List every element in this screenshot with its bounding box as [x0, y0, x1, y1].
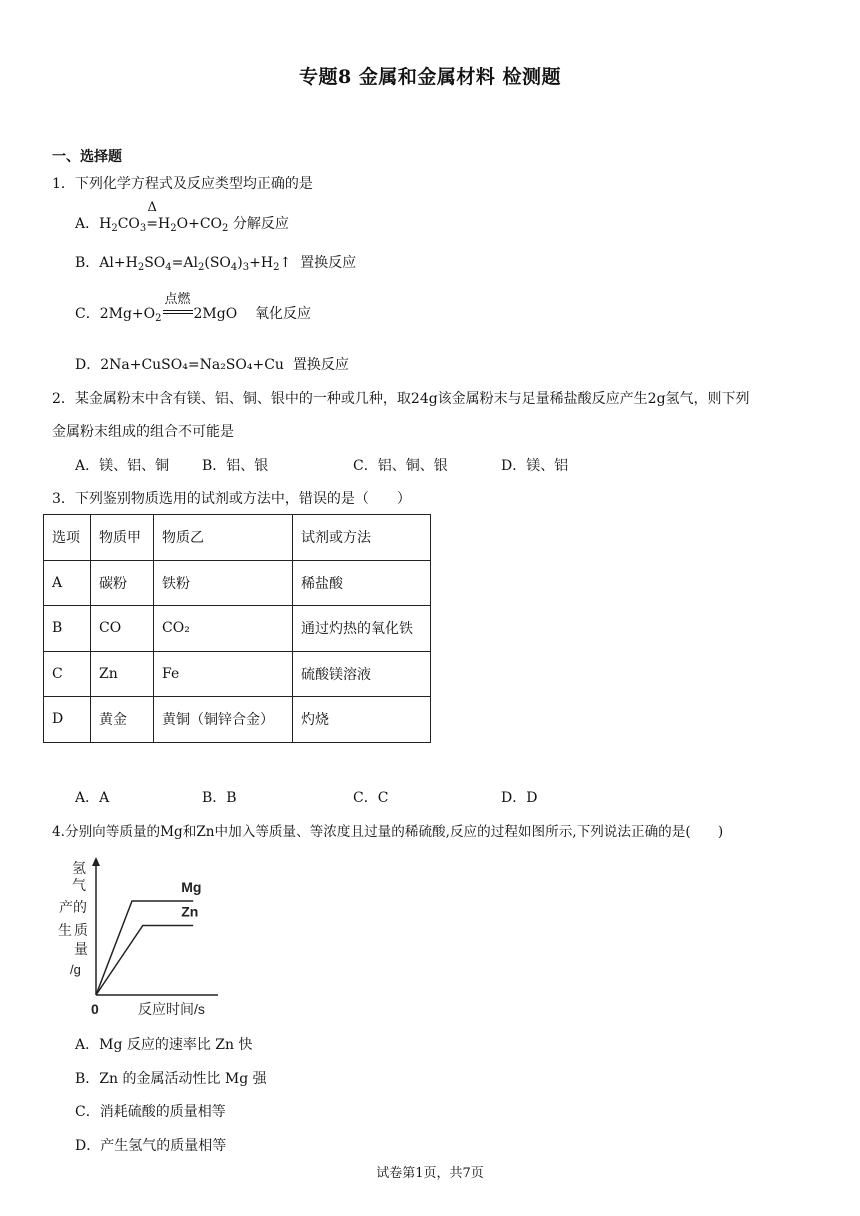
table-cell: B	[44, 606, 91, 652]
ylabel-part: /g	[70, 962, 81, 977]
series-line-mg	[96, 901, 193, 995]
table-cell: 黄金	[91, 697, 154, 743]
ylabel-part: 量	[74, 941, 88, 957]
q1-d-type: 置换反应	[292, 357, 349, 373]
table-cell: 灼烧	[293, 697, 431, 743]
table-row	[44, 697, 431, 743]
q4-stem: 4.分别向等质量的Mg和Zn中加入等质量、等浓度且过量的稀硫酸,反应的过程如图所示,下列说法正确的是( )	[52, 824, 724, 840]
q2-stem-line2: 金属粉末组成的组合不可能是	[52, 424, 234, 440]
table-cell: CO	[91, 606, 154, 652]
q4-chart	[58, 855, 228, 1020]
table-header-cell: 物质乙	[154, 515, 293, 561]
q3-option-a[interactable]: A．A	[75, 790, 110, 806]
table-cell: 铁粉	[154, 560, 293, 606]
series-label-zn: Zn	[181, 903, 199, 920]
table-cell: 碳粉	[91, 560, 154, 606]
table-row	[44, 651, 431, 697]
table-header-cell: 选项	[44, 515, 91, 561]
table-cell: Zn	[91, 651, 154, 697]
q3-table	[43, 514, 431, 743]
series-layer	[96, 879, 201, 995]
y-axis-arrow	[92, 857, 100, 866]
table-cell: 稀盐酸	[293, 560, 431, 606]
table-cell: C	[44, 651, 91, 697]
chart-ylabel	[58, 860, 88, 977]
section-heading: 一、选择题	[52, 149, 122, 165]
ylabel-part: 氢	[72, 860, 86, 876]
series-line-zn	[96, 925, 193, 995]
q3-option-d[interactable]: D．D	[501, 790, 538, 806]
series-label-mg: Mg	[181, 879, 202, 895]
q1-d-equation: D．2Na+CuSO₄=Na₂SO₄+Cu	[75, 357, 284, 373]
q1-option-a[interactable]: A．$H_2CO_3$ Δ $=H_2O+CO_2$ 分解反应	[75, 200, 289, 234]
table-header-cell: 物质甲	[91, 515, 154, 561]
ylabel-part: 质	[74, 922, 88, 938]
q2-option-a[interactable]: A．镁、铝、铜	[75, 458, 170, 474]
table-header-cell: 试剂或方法	[293, 515, 431, 561]
q1-c-condition: 点燃	[164, 292, 191, 307]
q4-option-a[interactable]: A．Mg 反应的速率比 Zn 快	[75, 1037, 253, 1053]
ylabel-part: 生	[58, 922, 72, 938]
q1-a-prefix: A．H	[75, 216, 112, 232]
q2-option-c[interactable]: C．铝、铜、银	[353, 458, 448, 474]
table-cell: CO₂	[154, 606, 293, 652]
table-row	[44, 606, 431, 652]
x-axis-label: 反应时间/s	[138, 1001, 205, 1017]
table-cell: 硫酸镁溶液	[293, 651, 431, 697]
q2-option-b[interactable]: B．铝、银	[202, 458, 269, 474]
q1-a-condition: Δ	[147, 200, 157, 215]
q1-a-type: 分解反应	[232, 216, 289, 232]
ylabel-part: 气	[72, 877, 86, 893]
q2-stem-line1: 2．某金属粉末中含有镁、铝、铜、银中的一种或几种，取24g该金属粉末与足量稀盐酸反应产生2g氢气，则下列	[52, 391, 750, 407]
q1-c-type: 氧化反应	[254, 306, 311, 322]
table-cell: 黄铜（铜锌合金）	[154, 697, 293, 743]
table-cell: A	[44, 560, 91, 606]
q3-stem: 3．下列鉴别物质选用的试剂或方法中，错误的是（ ）	[52, 491, 411, 507]
q4-option-c[interactable]: C．消耗硫酸的质量相等	[75, 1104, 226, 1120]
q4-option-b[interactable]: B．Zn 的金属活动性比 Mg 强	[75, 1071, 267, 1087]
q1-option-b[interactable]: B．$Al+H_2SO_4=Al_2(SO_4)_3+H_2↑$ 置换反应	[75, 255, 357, 273]
q1-option-c[interactable]: C．$2Mg+O_2$ 点燃 2MgO 氧化反应	[75, 303, 311, 323]
table-cell: D	[44, 697, 91, 743]
table-header-row	[44, 515, 431, 561]
q4-option-d[interactable]: D．产生氢气的质量相等	[75, 1138, 227, 1154]
table-cell: 通过灼热的氧化铁	[293, 606, 431, 652]
q2-option-d[interactable]: D．镁、铝	[501, 458, 569, 474]
page-footer: 试卷第1页，共7页	[376, 1166, 484, 1181]
ylabel-part: 产的	[59, 899, 87, 915]
q1-option-d[interactable]	[75, 354, 349, 374]
q1-b-type: 置换反应	[300, 255, 357, 271]
origin-label: 0	[91, 1001, 99, 1017]
q3-option-b[interactable]: B．B	[202, 790, 237, 806]
q3-option-c[interactable]: C．C	[353, 790, 389, 806]
table-row	[44, 560, 431, 606]
q1-stem: 1．下列化学方程式及反应类型均正确的是	[52, 176, 313, 192]
table-cell: Fe	[154, 651, 293, 697]
page-title: 专题8 金属和金属材料 检测题	[299, 66, 561, 88]
